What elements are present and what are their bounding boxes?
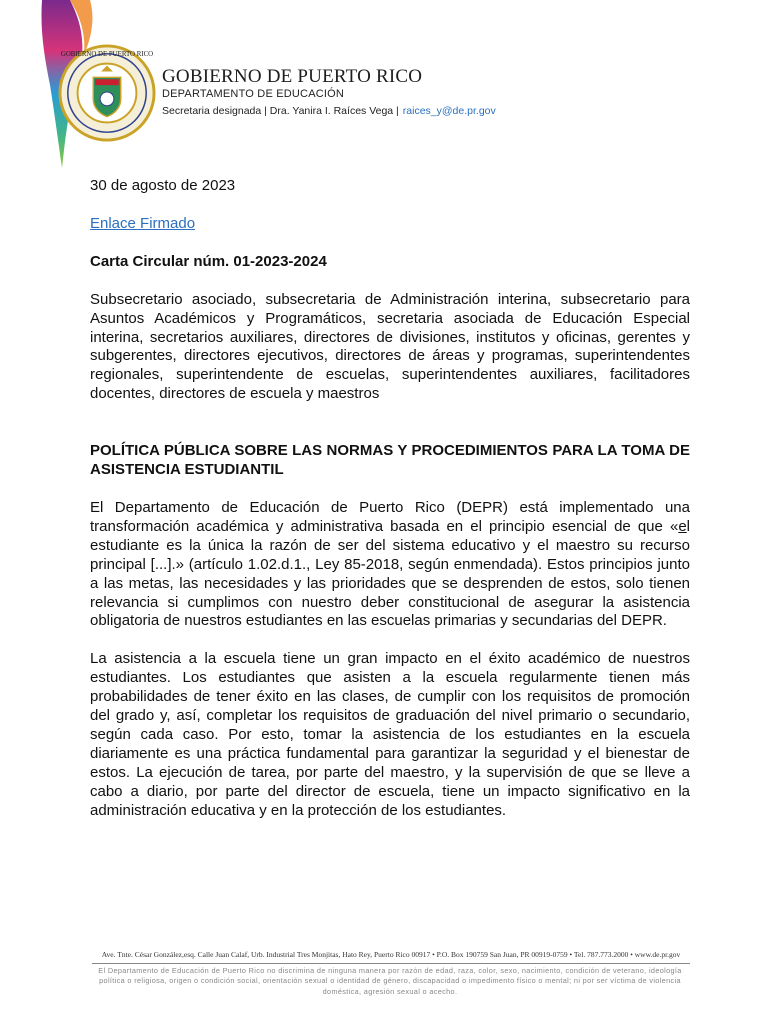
letter-date: 30 de agosto de 2023	[90, 177, 236, 194]
footer-divider	[92, 963, 690, 964]
government-seal-icon	[58, 44, 156, 142]
paragraph-1-part-b: l estudiante es la única la razón de ser del sistema educativo y el maestro su recurso principal [...].» (artículo 1.02.d.1., Ley 85-2018, según enmendada). Estos principios junto a las metas, las necesidades y las prioridades que se desprenden de estos, solo tienen relevancia si cumplimos con nuestro deber constitucional de asegurar la asistencia obligatoria de nuestros estudiantes en las escuelas primarias y secundarias del DEPR.	[90, 517, 690, 630]
paragraph-1-underlined: e	[678, 517, 687, 535]
signed-link[interactable]: Enlace Firmado	[90, 214, 196, 232]
footer-nondiscrimination: El Departamento de Educación de Puerto Rico no discrimina de ninguna manera por razón de edad, raza, color, sexo, nacimiento, condición de veterano, ideología política o religiosa, origen o condición social, orientación sexual o identidad de género, discapacidad o impedimento físico o mental; ni por ser víctima de violencia doméstica, agresión sexual o acecho.	[98, 966, 682, 996]
government-title: GOBIERNO DE PUERTO RICO	[162, 66, 423, 87]
secretary-line	[162, 105, 496, 117]
footer-address: Ave. Tnte. César González,esq. Calle Juan Calaf, Urb. Industrial Tres Monjitas, Hato Rey, Puerto Rico 00917 • P.O. Box 190759 San Juan, PR 00919-0759 • Tel. 787.773.2000 • www.de.pr.gov	[101, 950, 681, 959]
paragraph-1-part-a: El Departamento de Educación de Puerto Rico (DEPR) está implementado una transformación académica y administrativa basada en el principio esencial de que «	[90, 498, 690, 535]
seal-text: GOBIERNO DE PUERTO RICO	[60, 50, 154, 58]
subject-heading: POLÍTICA PÚBLICA SOBRE LAS NORMAS Y PROCEDIMIENTOS PARA LA TOMA DE ASISTENCIA ESTUDIANTIL	[90, 442, 690, 479]
circular-number: Carta Circular núm. 01-2023-2024	[90, 252, 327, 270]
department-name: DEPARTAMENTO DE EDUCACIÓN	[162, 88, 345, 100]
secretary-name: Secretaria designada | Dra. Yanira I. Raíces Vega |	[162, 105, 399, 117]
secretary-email-link[interactable]: raices_y@de.pr.gov	[402, 105, 496, 117]
paragraph-1	[90, 499, 690, 631]
recipients-paragraph: Subsecretario asociado, subsecretaria de Administración interina, subsecretario para Asuntos Académicos y Programáticos, secretaria asociada de Educación Especial interina, secretarios auxiliares, directores de divisiones, institutos y oficinas, gerentes y subgerentes, directores ejecutivos, directores de áreas y programas, superintendentes regionales, superintendente de escuelas, superintendentes auxiliares, facilitadores docentes, directores de escuela y maestros	[90, 290, 690, 403]
letter-body	[90, 177, 690, 839]
paragraph-2: La asistencia a la escuela tiene un gran impacto en el éxito académico de nuestros estudiantes. Los estudiantes que asisten a la escuela regularmente tienen más probabilidades de tener éxito en las clases, de cumplir con los requisitos de promoción del grado y, así, completar los requisitos de graduación del nivel primario o secundario, según cada caso. Por esto, tomar la asistencia de los estudiantes en la escuela diariamente es una práctica fundamental para garantizar la seguridad y el bienestar de estos. La ejecución de tarea, por parte del maestro, y la supervisión de que se lleve a cabo a diario, por parte del director de escuela, tiene un impacto significativo en la administración educativa y en la protección de los estudiantes.	[90, 650, 690, 819]
